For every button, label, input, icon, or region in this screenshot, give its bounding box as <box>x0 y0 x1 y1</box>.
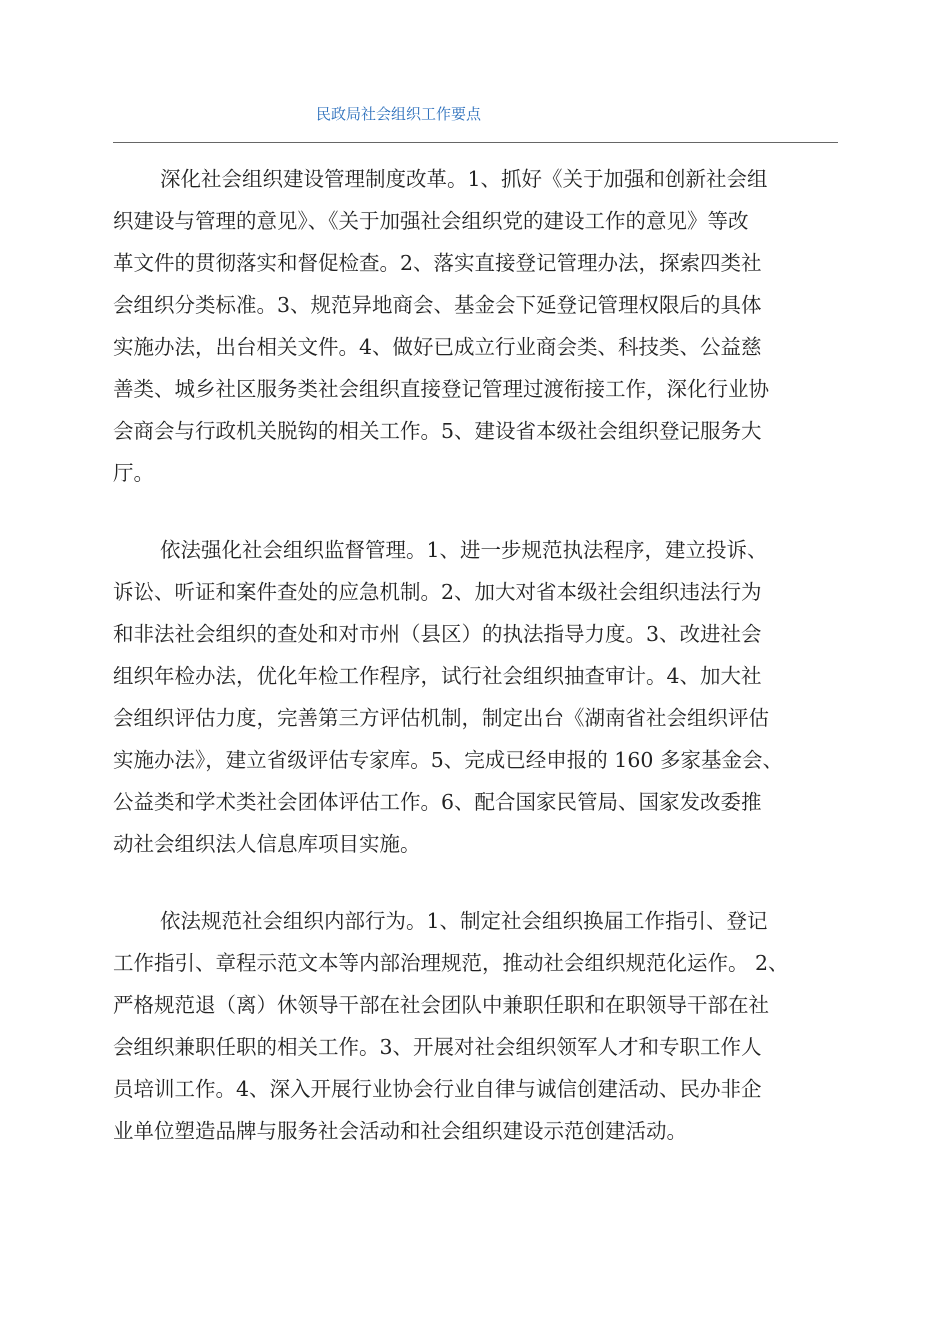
text-line: 实施办法》，建立省级评估专家库。5、完成已经申报的 160 多家基金会、 <box>113 748 783 772</box>
text-line: 和非法社会组织的查处和对市州（县区）的执法指导力度。3、改进社会 <box>113 622 762 646</box>
text-line: 公益类和学术类社会团体评估工作。6、配合国家民管局、国家发改委推 <box>113 790 762 814</box>
text-line: 织建设与管理的意见》、《关于加强社会组织党的建设工作的意见》等改 <box>113 209 749 233</box>
text-line: 诉讼、听证和案件查处的应急机制。2、加大对省本级社会组织违法行为 <box>113 580 762 604</box>
text-line: 会组织分类标准。3、规范异地商会、基金会下延登记管理权限后的具体 <box>113 293 762 317</box>
text-line: 严格规范退（离）休领导干部在社会团队中兼职任职和在职领导干部在社 <box>113 993 769 1017</box>
header-title: 民政局社会组织工作要点 <box>316 105 482 123</box>
text-line: 组织年检办法，优化年检工作程序，试行社会组织抽查审计。4、加大社 <box>113 664 762 688</box>
text-line: 深化社会组织建设管理制度改革。1、抓好《关于加强和创新社会组 <box>160 167 768 191</box>
text-line: 工作指引、章程示范文本等内部治理规范，推动社会组织规范化运作。 2、 <box>113 951 789 975</box>
text-line: 革文件的贯彻落实和督促检查。2、落实直接登记管理办法，探索四类社 <box>113 251 762 275</box>
text-line: 会组织兼职任职的相关工作。3、开展对社会组织领军人才和专职工作人 <box>113 1035 762 1059</box>
header-divider <box>113 142 838 143</box>
text-line: 业单位塑造品牌与服务社会活动和社会组织建设示范创建活动。 <box>113 1119 687 1143</box>
text-line: 依法规范社会组织内部行为。1、制定社会组织换届工作指引、登记 <box>160 909 768 933</box>
paragraph-reform <box>113 158 838 494</box>
paragraph-internal-conduct <box>113 900 838 1152</box>
text-line: 厅。 <box>113 461 154 485</box>
text-line: 动社会组织法人信息库项目实施。 <box>113 832 421 856</box>
document-body <box>113 158 838 1187</box>
text-line: 员培训工作。4、深入开展行业协会行业自律与诚信创建活动、民办非企 <box>113 1077 762 1101</box>
text-line: 依法强化社会组织监督管理。1、进一步规范执法程序，建立投诉、 <box>160 538 768 562</box>
text-line: 实施办法，出台相关文件。4、做好已成立行业商会类、科技类、公益慈 <box>113 335 762 359</box>
text-line: 会组织评估力度，完善第三方评估机制，制定出台《湖南省社会组织评估 <box>113 706 769 730</box>
text-line: 善类、城乡社区服务类社会组织直接登记管理过渡衔接工作，深化行业协 <box>113 377 769 401</box>
text-line: 会商会与行政机关脱钩的相关工作。5、建设省本级社会组织登记服务大 <box>113 419 762 443</box>
paragraph-supervision <box>113 529 838 865</box>
